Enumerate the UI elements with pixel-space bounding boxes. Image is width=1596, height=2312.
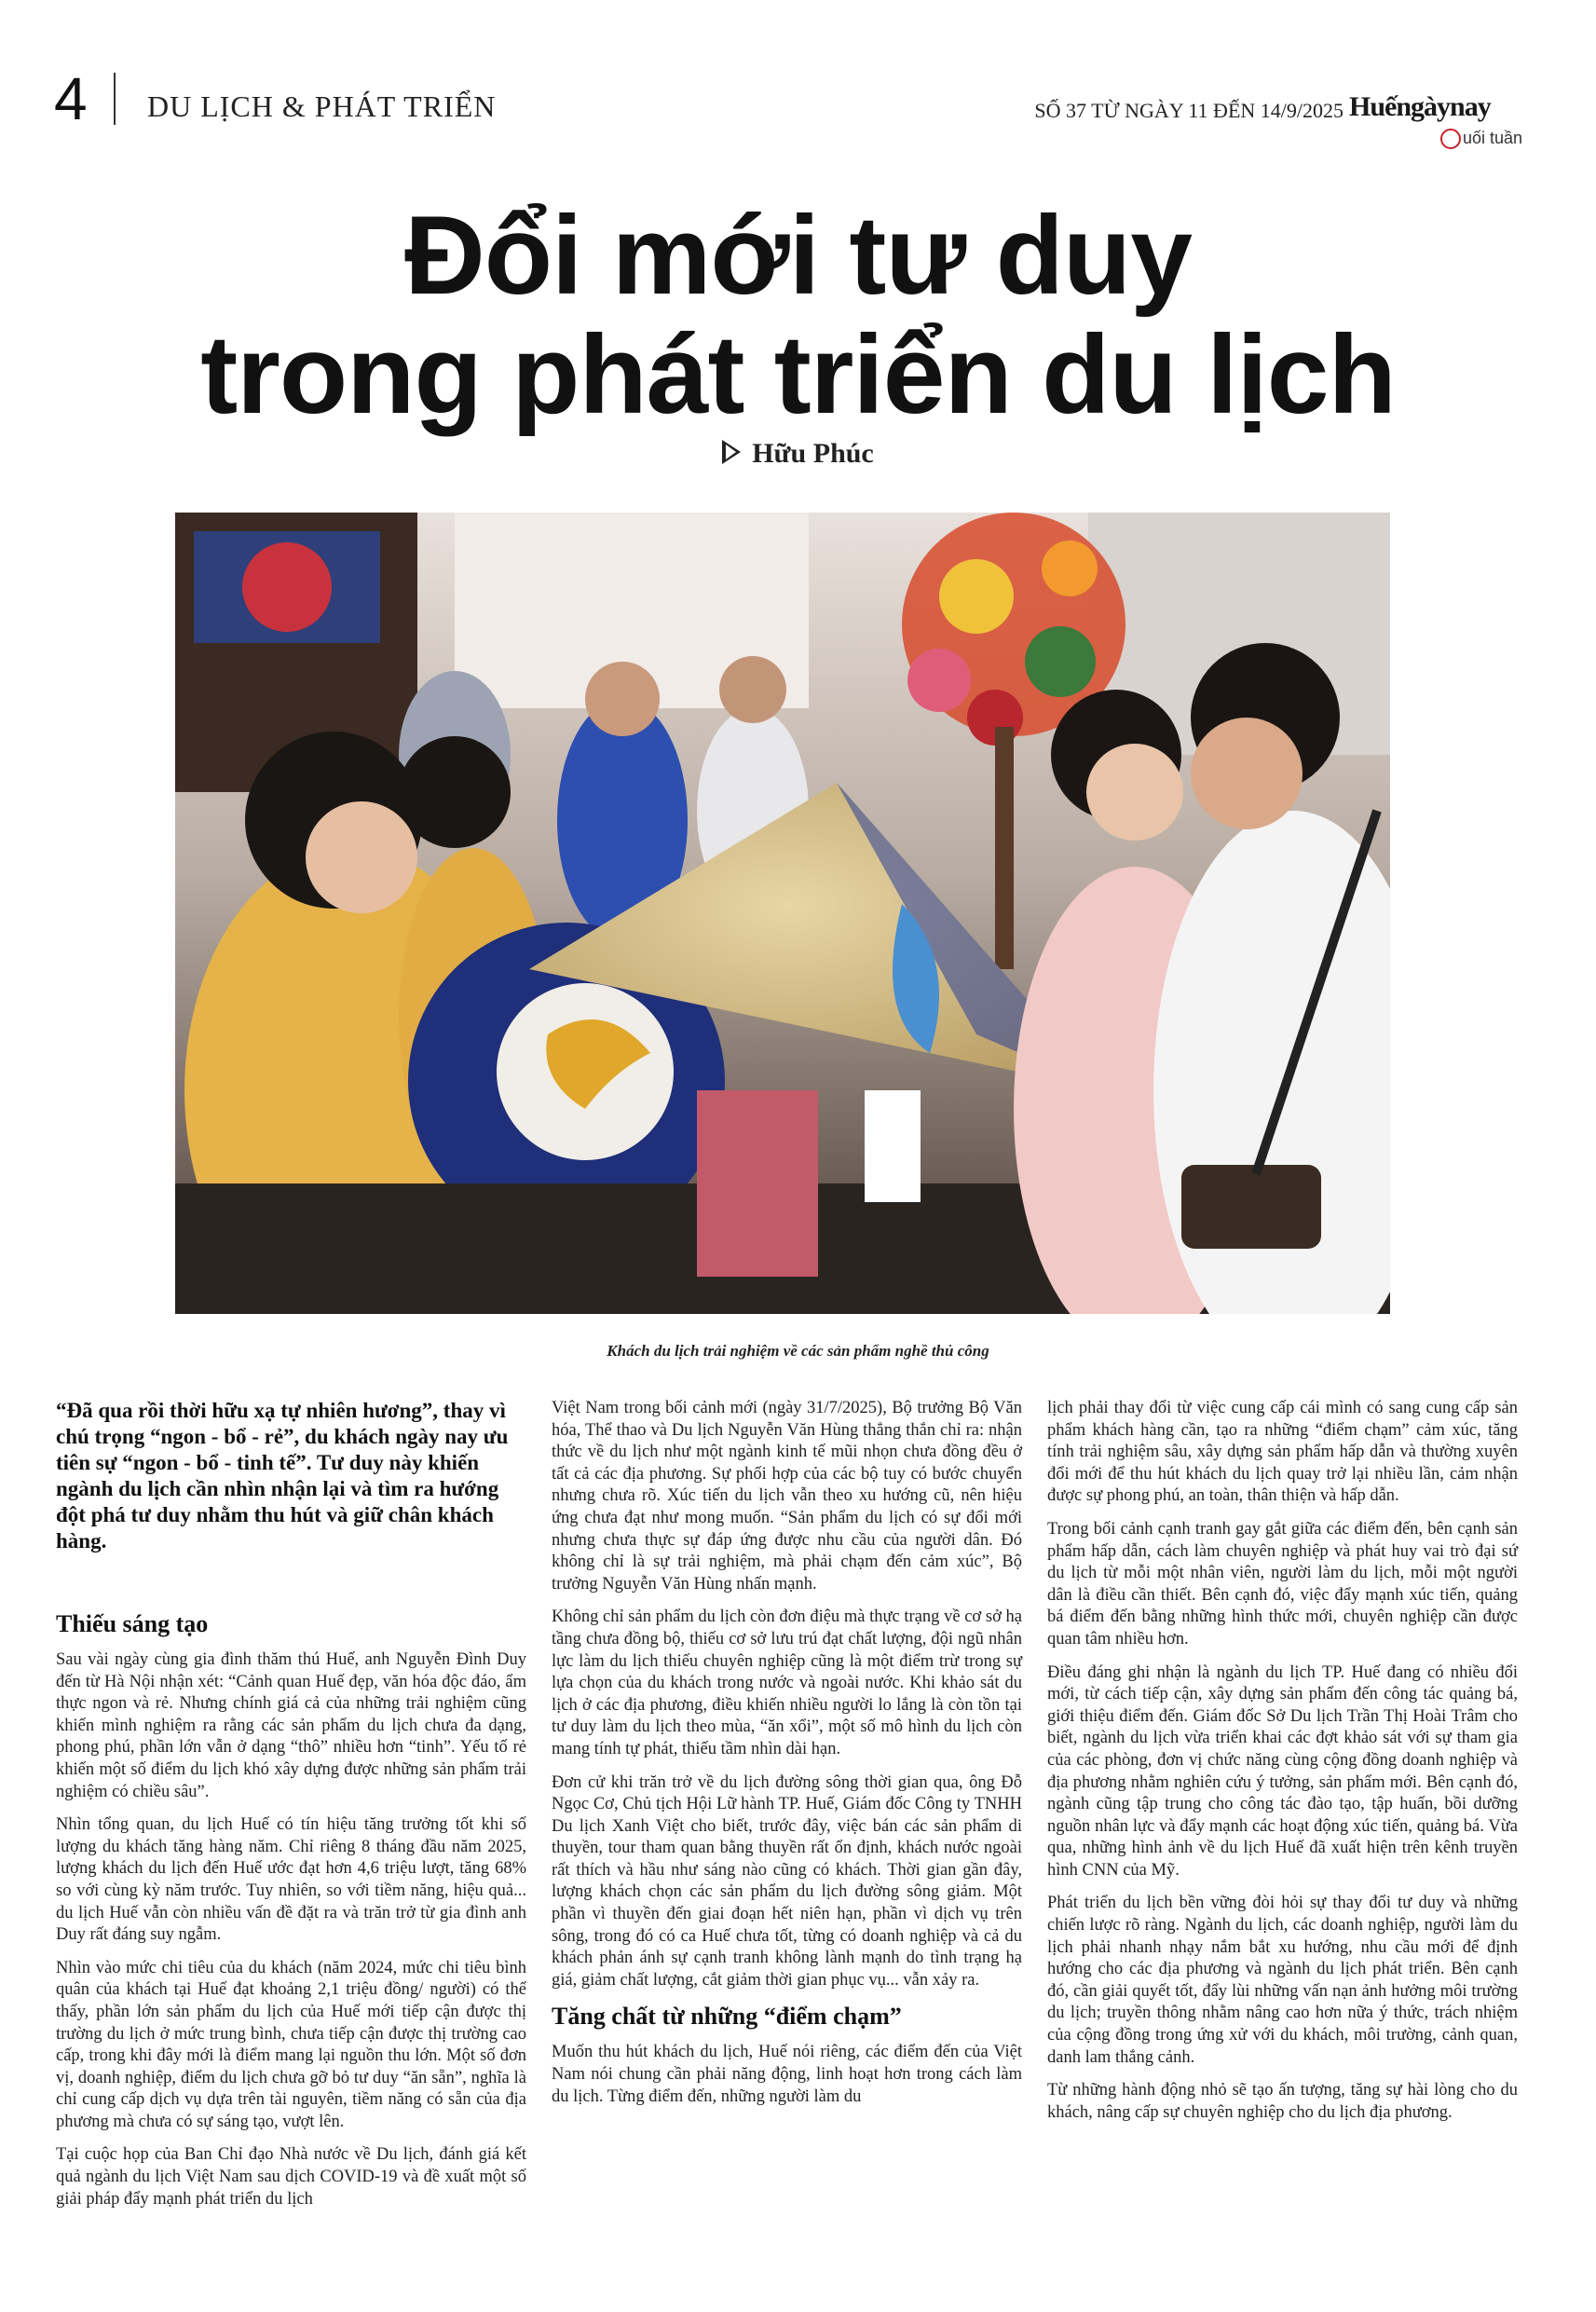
title-line-2: trong phát triển du lịch (200, 312, 1396, 437)
article-column-1 (56, 1398, 526, 2222)
article-lead: “Đã qua rồi thời hữu xạ tự nhiên hương”, thay vì chú trọng “ngon - bổ - rẻ”, du khách ngày nay ưu tiên sự “ngon - bổ - tinh tế”. Tư duy này khiến ngành du lịch cần nhìn nhận lại và tìm ra hướng đột phá tư duy nhằm thu hút và giữ chân khách hàng. (56, 1399, 509, 1553)
paragraph: Đơn cử khi trăn trở về du lịch đường sông thời gian qua, ông Đỗ Ngọc Cơ, Chủ tịch Hội Lữ hành TP. Huế, Giám đốc Công ty TNHH Du lịch Xanh Việt cho biết, trước đây, việc bán các sản phẩm di thuyền, tour tham quan bằng thuyền rất ổn định, khách nước ngoài rất thích và hầu như sáng nào cũng có khách. Thời gian gần đây, lượng khách chọn các sản phẩm du lịch đường sông giảm. Một phần vì thuyền đến giai đoạn hết niên hạn, phần vì dịch vụ trên sông, trong đó có ca Huế chưa tốt, từng có doanh nghiệp và cả du khách phản ánh sự cạnh tranh không lành mạnh do tình trạng hạ giá, giảm chất lượng, cắt giảm thời gian phục vụ... vẫn xảy ra. (552, 1772, 1022, 1990)
paragraph: Từ những hành động nhỏ sẽ tạo ấn tượng, tăng sự hài lòng cho du khách, nâng cấp sự chuyên nghiệp cho du lịch địa phương. (1047, 2081, 1518, 2122)
article-column-3 (1047, 1398, 1518, 2135)
article-title (93, 193, 1503, 437)
paragraph: Nhìn vào mức chi tiêu của du khách (năm 2024, mức chi tiêu bình quân của khách tại Huế đạt khoảng 2,1 triệu đồng/ người) có thể thấy, phần lớn sản phẩm du lịch của Huế mới tiếp cận được thị trường du lịch ở mức trung bình, chưa tiếp cận được thị trường cao cấp, trong khi đây mới là điểm mang lại nguồn thu lớn. Một số đơn vị, doanh nghiệp, điểm du lịch chưa gỡ bỏ tư duy “ăn sẵn”, nghĩa là chỉ cung cấp dịch vụ dựa trên tài nguyên, tiềm năng có sẵn của địa phương mà chưa có sự sáng tạo, vượt lên. (56, 1958, 526, 2131)
logo-c-icon (1440, 129, 1461, 149)
logo-text: Huếngàynay (1349, 91, 1491, 122)
page-number: 4 (54, 65, 88, 132)
subheading-thieu-sang-tao: Thiếu sáng tạo (56, 1610, 209, 1637)
photo-illustration (175, 513, 1390, 1314)
paragraph: Tại cuộc họp của Ban Chỉ đạo Nhà nước về Du lịch, đánh giá kết quả ngành du lịch Việt Nam sau dịch COVID-19 và đề xuất một số giải pháp đẩy mạnh phát triển du lịch (56, 2145, 526, 2209)
issue-info: SỐ 37 TỪ NGÀY 11 ĐẾN 14/9/2025 (1034, 99, 1344, 122)
paragraph: Trong bối cảnh cạnh tranh gay gắt giữa các điểm đến, bên cạnh sản phẩm hấp dẫn, cách làm chuyên nghiệp và phát huy vai trò đại sứ du lịch từ mỗi một nhân viên, người làm du lịch, mỗi một người dân là điều cần thiết. Bên cạnh đó, việc đẩy mạnh xúc tiến, quảng bá điểm đến bằng những hình thức mới, chuyên nghiệp cần được quan tâm nhiều hơn. (1047, 1519, 1518, 1648)
newspaper-logo (1349, 91, 1526, 147)
paragraph: Sau vài ngày cùng gia đình thăm thú Huế, anh Nguyễn Đình Duy đến từ Hà Nội nhận xét: “Cảnh quan Huế đẹp, văn hóa độc đáo, ẩm thực ngon và rẻ. Nhưng chính giá cả của những trải nghiệm cũng khiến mình nghiệm ra rằng các sản phẩm du lịch chưa đa dạng, phong phú, phần lớn vẫn ở dạng “thô” nhiều hơn “tinh”. Yếu tố rẻ khiến một số điểm du lịch khó xây dựng được những sản phẩm trải nghiệm có chiều sâu”. (56, 1650, 526, 1801)
page-header (54, 65, 1526, 147)
paragraph: Phát triển du lịch bền vững đòi hỏi sự thay đổi tư duy và những chiến lược rõ ràng. Ngành du lịch, các doanh nghiệp, người làm du lịch phải nhanh nhạy nắm bắt xu hướng, nhu cầu mới để định hướng cho các địa phương và ngành du lịch phát triển. Bên cạnh đó, cần giải quyết tốt, đẩy lùi những vấn nạn ảnh hưởng môi trường du lịch; truyền thông nhằm nâng cao hơn nữa ý thức, trách nhiệm của cộng đồng trong ứng xử với du khách, môi trường, cảnh quan, danh lam thắng cảnh. (1047, 1894, 1518, 2067)
paragraph: lịch phải thay đổi từ việc cung cấp cái mình có sang cung cấp sản phẩm khách hàng cần, tạo ra những “điểm chạm” cảm xúc, tăng tính trải nghiệm sâu, xây dựng sản phẩm hấp dẫn và thường xuyên đổi mới để thu hút khách du lịch quay trở lại nhiều lần, cảm nhận được sự phong phú, an toàn, thân thiện và hấp dẫn. (1047, 1399, 1518, 1506)
paragraph: Không chỉ sản phẩm du lịch còn đơn điệu mà thực trạng về cơ sở hạ tầng chưa đồng bộ, thiếu cơ sở lưu trú đạt chất lượng, đội ngũ nhân lực làm du lịch thiếu chuyên nghiệp cũng là một điểm trừ trong sự lựa chọn của du khách trong nước và ngoài nước. Khi khảo sát du lịch ở các địa phương, điều khiến nhiều người lo lắng là còn tồn tại tư duy làm du lịch theo mùa, “ăn xổi”, một số mô hình du lịch còn mang tính tự phát, thiếu tầm nhìn dài hạn. (552, 1607, 1022, 1758)
paragraph: Muốn thu hút khách du lịch, Huế nói riêng, các điểm đến của Việt Nam nói chung cần phải năng động, linh hoạt hơn trong cách làm du lịch. Từng điểm đến, những người làm du (552, 2043, 1022, 2106)
paragraph: Việt Nam trong bối cảnh mới (ngày 31/7/2025), Bộ trưởng Bộ Văn hóa, Thể thao và Du lịch Nguyễn Văn Hùng thẳng thắn chỉ ra: nhận thức về du lịch như một ngành kinh tế mũi nhọn chưa đồng đều ở tất cả các địa phương. Sự phối hợp của các bộ tuy có bước chuyển nhưng chưa rõ. Xúc tiến du lịch vẫn theo xu hướng cũ, nên hiệu ứng chưa đạt như mong muốn. “Sản phẩm du lịch có sự đổi mới nhưng chưa thực sự đáp ứng được nhu cầu của người dân. Đó không chỉ là sự trải nghiệm, mà phải chạm đến cảm xúc”, Bộ trưởng Nguyễn Văn Hùng nhấn mạnh. (552, 1399, 1022, 1594)
logo-subtitle: uối tuần (1440, 129, 1522, 149)
byline (0, 438, 1596, 470)
paragraph: Điều đáng ghi nhận là ngành du lịch TP. Huế đang có nhiều đổi mới, từ cách tiếp cận, xây dựng sản phẩm đến công tác quảng bá, giới thiệu điểm đến. Giám đốc Sở Du lịch Trần Thị Hoài Trâm cho biết, ngành du lịch vừa triển khai các đợt khảo sát với sự tham gia của các phòng, đơn vị chức năng cùng cộng đồng doanh nghiệp và địa phương nhằm nghiên cứu ý tưởng, sản phẩm mới. Bên cạnh đó, ngành cũng tập trung cho công tác đào tạo, tập huấn, bồi dưỡng nguồn nhân lực và đẩy mạnh các hoạt động xúc tiến, quảng bá. Vừa qua, những hình ảnh về du lịch Huế đã xuất hiện trên kênh truyền hình CNN của Mỹ. (1047, 1662, 1518, 1880)
author-name: Hữu Phúc (752, 438, 874, 469)
play-triangle-icon (722, 440, 741, 464)
header-divider (114, 73, 116, 125)
title-line-1: Đổi mới tư duy (404, 193, 1192, 318)
article-photo (175, 513, 1390, 1314)
paragraph: Nhìn tổng quan, du lịch Huế có tín hiệu tăng trưởng tốt khi số lượng du khách tăng hàng năm. Chỉ riêng 8 tháng đầu năm 2025, lượng khách du lịch đến Huế ước đạt hơn 4,6 triệu lượt, tăng 68% so với cùng kỳ năm trước. Tuy nhiên, so với tiềm năng, hiệu quả... du lịch Huế vẫn còn nhiều vấn đề đặt ra và trăn trở từ gia đình anh Duy rất đáng suy ngẫm. (56, 1815, 526, 1945)
section-title: DU LỊCH & PHÁT TRIỂN (147, 89, 497, 123)
article-column-2 (552, 1398, 1022, 2119)
subheading-tang-chat: Tăng chất từ những “điểm chạm” (552, 2003, 902, 2031)
photo-caption: Khách du lịch trải nghiệm về các sản phẩm nghề thủ công (607, 1342, 989, 1360)
